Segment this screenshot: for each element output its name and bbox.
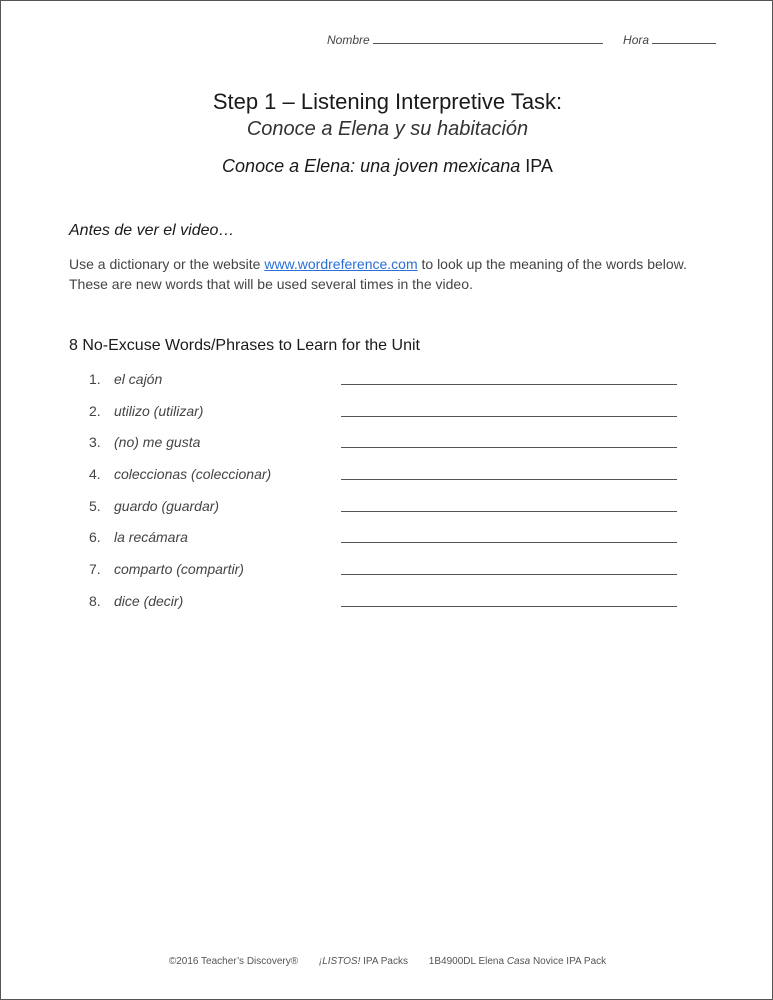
footer-code-italic: Casa — [506, 956, 531, 967]
list-item-term: comparto (compartir) — [114, 561, 244, 578]
hour-field[interactable] — [652, 32, 716, 44]
answer-line[interactable] — [341, 574, 677, 575]
wordreference-link[interactable]: www.wordreference.com — [264, 256, 418, 272]
hour-label: Hora — [623, 33, 650, 47]
answer-line[interactable] — [341, 416, 677, 417]
list-item-number: 4. — [89, 466, 101, 483]
page-subtitle: Conoce a Elena y su habitación — [246, 118, 529, 140]
list-item — [89, 401, 689, 433]
intro-paragraph — [69, 254, 709, 294]
answer-line[interactable] — [341, 511, 677, 512]
answer-line[interactable] — [341, 447, 677, 448]
list-item — [89, 527, 689, 559]
list-item — [89, 559, 689, 591]
intro-text-after: to look up the meaning of the words below. These are new words that will be used several times in the video. — [69, 256, 687, 292]
list-item-number: 2. — [89, 402, 101, 419]
footer-series-rest: IPA Packs — [360, 956, 408, 967]
footer-code-before: 1B4900DL Elena — [428, 956, 507, 967]
name-field[interactable] — [373, 32, 603, 44]
answer-line[interactable] — [341, 384, 677, 385]
answer-line[interactable] — [341, 542, 677, 543]
list-item-number: 8. — [89, 592, 101, 609]
word-list — [89, 369, 689, 623]
footer-copyright: ©2016 Teacher’s Discovery® — [168, 956, 299, 967]
page-footer — [1, 956, 773, 967]
subtitle-italic: Conoce a Elena: una joven mexicana — [222, 156, 521, 176]
page-subtitle-secondary — [1, 156, 773, 177]
list-item — [89, 432, 689, 464]
list-item-term: dice (decir) — [114, 592, 184, 609]
footer-series — [319, 956, 408, 967]
list-item-number: 3. — [89, 434, 101, 451]
footer-code — [429, 956, 606, 967]
name-hour-line — [327, 32, 716, 47]
list-item — [89, 369, 689, 401]
list-item-term: guardo (guardar) — [114, 497, 220, 514]
list-item-term: utilizo (utilizar) — [114, 402, 204, 419]
page-title: Step 1 – Listening Interpretive Task: — [212, 89, 563, 114]
list-item-number: 7. — [89, 561, 101, 578]
section-heading: Antes de ver el video… — [69, 222, 235, 239]
list-item-term: la recámara — [114, 529, 188, 546]
answer-line[interactable] — [341, 606, 677, 607]
word-list-heading: 8 No-Excuse Words/Phrases to Learn for the Unit — [69, 337, 420, 354]
list-item-term: el cajón — [114, 371, 163, 387]
list-item-number: 1. — [89, 371, 101, 387]
list-item-term: coleccionas (coleccionar) — [114, 466, 272, 483]
list-item — [89, 496, 689, 528]
subtitle-ipa: IPA — [525, 156, 553, 176]
intro-text-before: Use a dictionary or the website — [69, 256, 265, 272]
footer-code-after: Novice IPA Pack — [530, 956, 607, 967]
list-item-term: (no) me gusta — [114, 434, 201, 451]
footer-series-italic: ¡LISTOS! — [318, 956, 361, 967]
answer-line[interactable] — [341, 479, 677, 480]
list-item-number: 6. — [89, 529, 101, 546]
name-label: Nombre — [327, 33, 370, 47]
list-item — [89, 591, 689, 623]
list-item-number: 5. — [89, 497, 101, 514]
list-item — [89, 464, 689, 496]
